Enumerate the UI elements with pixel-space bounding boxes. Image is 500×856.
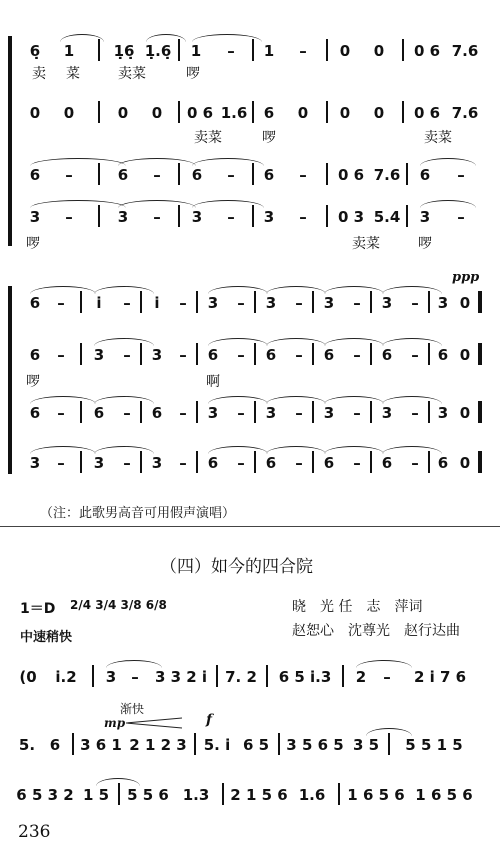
- lyricists: 晓 光 任 志 萍词: [292, 599, 423, 615]
- tie: [30, 286, 96, 294]
- dash: –: [65, 208, 73, 226]
- note: 3: [437, 404, 449, 422]
- barline: [406, 205, 408, 227]
- tie: [266, 446, 326, 454]
- note: 0: [339, 104, 351, 122]
- note: 0: [459, 294, 471, 312]
- barline: [254, 291, 256, 313]
- barline: [252, 205, 254, 227]
- note: 2: [355, 668, 367, 686]
- barline: [370, 401, 372, 423]
- note: 0: [373, 42, 385, 60]
- note: 1 5: [82, 786, 110, 804]
- note: 3: [437, 294, 449, 312]
- accelerando-marking: 渐快: [120, 702, 145, 716]
- final-barline: [478, 401, 482, 423]
- note: 6: [263, 104, 275, 122]
- note: 0: [459, 346, 471, 364]
- note: 7.6: [451, 42, 479, 60]
- crescendo-hairpin: [124, 716, 184, 730]
- note: 3: [207, 294, 219, 312]
- dash: –: [295, 454, 303, 472]
- slur: [60, 34, 104, 42]
- system1-staff2-lyrics: [0, 130, 500, 148]
- dash: –: [57, 454, 65, 472]
- barline: [80, 451, 82, 473]
- note: 0 6: [413, 42, 441, 60]
- tie: [30, 396, 96, 404]
- barline: [140, 343, 142, 365]
- note: 0: [29, 104, 41, 122]
- barline: [98, 205, 100, 227]
- note: 0: [459, 454, 471, 472]
- barline: [370, 451, 372, 473]
- barline: [342, 665, 344, 687]
- note: 6: [437, 346, 449, 364]
- barline: [326, 39, 328, 61]
- page-number: 236: [18, 822, 51, 842]
- barline: [254, 451, 256, 473]
- barline: [338, 783, 340, 805]
- note: 6: [323, 346, 335, 364]
- tie: [324, 446, 384, 454]
- tie: [192, 158, 264, 166]
- note: i.2: [55, 668, 77, 686]
- barline: [140, 451, 142, 473]
- note: 6: [265, 454, 277, 472]
- dash: –: [57, 346, 65, 364]
- tie: [30, 446, 96, 454]
- barline: [406, 163, 408, 185]
- tie: [30, 158, 126, 166]
- lyric: 菜: [66, 66, 80, 82]
- note: 5.: [18, 736, 36, 754]
- barline: [370, 291, 372, 313]
- note: 6: [117, 166, 129, 184]
- note: 0: [63, 104, 75, 122]
- barline: [140, 291, 142, 313]
- note: 3: [117, 208, 129, 226]
- barline: [326, 101, 328, 123]
- note: i: [96, 294, 102, 312]
- barline: [254, 401, 256, 423]
- note: 0: [297, 104, 309, 122]
- dash: –: [411, 294, 419, 312]
- barline: [98, 163, 100, 185]
- song-title: （四）如今的四合院: [160, 557, 313, 577]
- barline: [278, 733, 280, 755]
- barline: [428, 401, 430, 423]
- dash: –: [383, 668, 391, 686]
- note: 3: [265, 294, 277, 312]
- lyric: 啰: [26, 236, 40, 252]
- dash: –: [237, 454, 245, 472]
- note: 3: [323, 404, 335, 422]
- note: 1̣6̣: [113, 42, 135, 60]
- final-barline: [478, 451, 482, 473]
- note: 6: [323, 454, 335, 472]
- dash: –: [295, 404, 303, 422]
- tie: [324, 396, 384, 404]
- note: 0 6: [186, 104, 214, 122]
- note: 6: [265, 346, 277, 364]
- note: 6: [263, 166, 275, 184]
- barline: [140, 401, 142, 423]
- note: 1̣.6̣: [144, 42, 172, 60]
- dash: –: [353, 346, 361, 364]
- note: 6: [29, 404, 41, 422]
- tie: [382, 396, 442, 404]
- dash: –: [179, 346, 187, 364]
- dash: –: [227, 208, 235, 226]
- note: 1.6: [298, 786, 326, 804]
- tie: [106, 660, 162, 668]
- tie: [208, 446, 268, 454]
- note: 0: [117, 104, 129, 122]
- tie: [324, 338, 384, 346]
- tie: [382, 338, 442, 346]
- tie: [94, 446, 154, 454]
- lyric: 啰: [418, 236, 432, 252]
- melody-line3: [0, 786, 500, 822]
- barline: [254, 343, 256, 365]
- melody-line1: [0, 668, 500, 704]
- lyric: 啊: [206, 374, 220, 390]
- note: 2 1 2 3: [129, 736, 187, 754]
- note: 6̣: [29, 42, 41, 60]
- barline: [370, 343, 372, 365]
- note: 3: [29, 454, 41, 472]
- dash: –: [411, 346, 419, 364]
- dash: –: [295, 346, 303, 364]
- tie: [94, 338, 154, 346]
- tie: [356, 660, 412, 668]
- note: 3: [323, 294, 335, 312]
- note: 0: [373, 104, 385, 122]
- barline: [80, 291, 82, 313]
- lyric: 卖: [32, 66, 46, 82]
- note: 5 5 6: [127, 786, 169, 804]
- note: 0 6: [337, 166, 365, 184]
- tie: [208, 396, 268, 404]
- final-barline: [478, 343, 482, 365]
- note: 2 1 5 6: [230, 786, 288, 804]
- note: 3 5: [352, 736, 380, 754]
- tempo-marking: 中速稍快: [20, 630, 73, 645]
- barline: [72, 733, 74, 755]
- note: (0: [19, 668, 37, 686]
- note: 6 5 i.3: [278, 668, 332, 686]
- tie: [94, 396, 154, 404]
- tie: [382, 446, 442, 454]
- tie: [324, 286, 384, 294]
- lyric: 卖菜: [424, 130, 452, 146]
- tie: [208, 338, 268, 346]
- note: 3: [93, 346, 105, 364]
- lyric: 啰: [262, 130, 276, 146]
- key-signature: 1＝D: [20, 601, 56, 617]
- note: 0: [339, 42, 351, 60]
- barline: [178, 39, 180, 61]
- barline: [326, 205, 328, 227]
- tie: [96, 778, 140, 786]
- note: 6: [191, 166, 203, 184]
- note: 3: [263, 208, 275, 226]
- dash: –: [295, 294, 303, 312]
- dash: –: [227, 166, 235, 184]
- note: 3: [419, 208, 431, 226]
- barline: [252, 101, 254, 123]
- note: 6 5: [242, 736, 270, 754]
- barline: [196, 401, 198, 423]
- dash: –: [65, 166, 73, 184]
- barline: [98, 39, 100, 61]
- divider: [0, 526, 500, 527]
- tie: [266, 396, 326, 404]
- note: 3 3 2 i: [154, 668, 208, 686]
- barline: [178, 101, 180, 123]
- final-barline: [478, 291, 482, 313]
- note: 1.3: [182, 786, 210, 804]
- barline: [252, 39, 254, 61]
- dash: –: [179, 454, 187, 472]
- dash: –: [353, 294, 361, 312]
- barline: [222, 783, 224, 805]
- dash: –: [411, 404, 419, 422]
- dash: –: [57, 404, 65, 422]
- note: 3: [151, 454, 163, 472]
- dash: –: [153, 208, 161, 226]
- dash: –: [123, 454, 131, 472]
- barline: [178, 205, 180, 227]
- barline: [428, 291, 430, 313]
- slur: [420, 158, 476, 166]
- note: 6: [419, 166, 431, 184]
- dash: –: [123, 294, 131, 312]
- dash: –: [237, 404, 245, 422]
- dynamic-mp: mp: [104, 716, 126, 730]
- tie: [118, 158, 196, 166]
- dash: –: [123, 346, 131, 364]
- tie: [382, 286, 442, 294]
- barline: [92, 665, 94, 687]
- composers: 赵恕心 沈尊光 赵行达曲: [292, 623, 460, 639]
- note: 7.6: [373, 166, 401, 184]
- note: 1 6 5 6: [415, 786, 473, 804]
- note: i: [154, 294, 160, 312]
- barline: [196, 291, 198, 313]
- barline: [196, 451, 198, 473]
- dash: –: [353, 454, 361, 472]
- dash: –: [227, 42, 235, 60]
- system1-staff3: [0, 166, 500, 202]
- barline: [196, 343, 198, 365]
- note: 1 6 5 6: [347, 786, 405, 804]
- note: 6: [29, 166, 41, 184]
- dash: –: [457, 166, 465, 184]
- note: 3: [151, 346, 163, 364]
- tie: [366, 728, 412, 736]
- note: 3: [265, 404, 277, 422]
- tie: [266, 286, 326, 294]
- note: 6: [151, 404, 163, 422]
- barline: [388, 733, 390, 755]
- barline: [80, 401, 82, 423]
- footnote: （注：此歌男高音可用假声演唱）: [40, 506, 236, 521]
- dash: –: [411, 454, 419, 472]
- note: 3: [381, 404, 393, 422]
- note: 6: [93, 404, 105, 422]
- note: 3: [381, 294, 393, 312]
- note: 6 5 3 2: [16, 786, 74, 804]
- barline: [266, 665, 268, 687]
- dash: –: [123, 404, 131, 422]
- note: 7. 2: [225, 668, 257, 686]
- note: 3: [105, 668, 117, 686]
- dash: –: [237, 294, 245, 312]
- note: 6: [207, 454, 219, 472]
- barline: [80, 343, 82, 365]
- barline: [118, 783, 120, 805]
- barline: [216, 665, 218, 687]
- note: 1: [190, 42, 202, 60]
- dash: –: [299, 42, 307, 60]
- tie: [94, 286, 154, 294]
- lyric: 啰: [26, 374, 40, 390]
- note: 6: [29, 346, 41, 364]
- barline: [402, 101, 404, 123]
- lyric: 卖菜: [118, 66, 146, 82]
- note: 3: [191, 208, 203, 226]
- note: 5. i: [203, 736, 231, 754]
- tie: [208, 286, 268, 294]
- note: 1: [263, 42, 275, 60]
- note: 5.4: [373, 208, 401, 226]
- note: 3: [207, 404, 219, 422]
- dash: –: [457, 208, 465, 226]
- note: 0: [151, 104, 163, 122]
- note: 6: [381, 454, 393, 472]
- slur: [146, 34, 186, 42]
- time-signatures: 2/4 3/4 3/8 6/8: [70, 598, 167, 612]
- barline: [312, 451, 314, 473]
- note: 2 i 7 6: [413, 668, 467, 686]
- dash: –: [179, 294, 187, 312]
- note: 3 5 6 5: [286, 736, 344, 754]
- note: 0: [459, 404, 471, 422]
- system2-staff3: [0, 404, 500, 440]
- system2-staff1: [0, 294, 500, 330]
- note: 0 6: [413, 104, 441, 122]
- dash: –: [237, 346, 245, 364]
- note: 7.6: [451, 104, 479, 122]
- dash: –: [179, 404, 187, 422]
- barline: [312, 401, 314, 423]
- barline: [428, 343, 430, 365]
- dash: –: [299, 166, 307, 184]
- note: 6: [49, 736, 61, 754]
- barline: [252, 163, 254, 185]
- note: 6: [381, 346, 393, 364]
- tie: [266, 338, 326, 346]
- barline: [326, 163, 328, 185]
- barline: [178, 163, 180, 185]
- note: 3: [93, 454, 105, 472]
- dash: –: [353, 404, 361, 422]
- barline: [98, 101, 100, 123]
- lyric: 啰: [186, 66, 200, 82]
- dash: –: [57, 294, 65, 312]
- barline: [428, 451, 430, 473]
- note: 0 3: [337, 208, 365, 226]
- melody-line2: [0, 736, 500, 772]
- lyric: 卖菜: [352, 236, 380, 252]
- system1-staff4-lyrics: [0, 236, 500, 254]
- dash: –: [153, 166, 161, 184]
- dynamic-f: f: [206, 712, 213, 728]
- system2-staff4: [0, 454, 500, 490]
- system1-staff1-lyrics: [0, 66, 500, 84]
- barline: [194, 733, 196, 755]
- note: 6: [29, 294, 41, 312]
- lyric: 卖菜: [194, 130, 222, 146]
- barline: [402, 39, 404, 61]
- note: 3 6 1: [80, 736, 122, 754]
- barline: [312, 291, 314, 313]
- dash: –: [299, 208, 307, 226]
- system2-staff2-lyrics: [0, 374, 500, 392]
- note: 6: [207, 346, 219, 364]
- dash: –: [131, 668, 139, 686]
- note: 5 5 1 5: [405, 736, 463, 754]
- slur: [192, 34, 262, 42]
- dynamic-ppp: ppp: [452, 270, 480, 285]
- barline: [312, 343, 314, 365]
- note: 1: [63, 42, 75, 60]
- note: 6: [437, 454, 449, 472]
- note: 1.6: [220, 104, 248, 122]
- note: 3: [29, 208, 41, 226]
